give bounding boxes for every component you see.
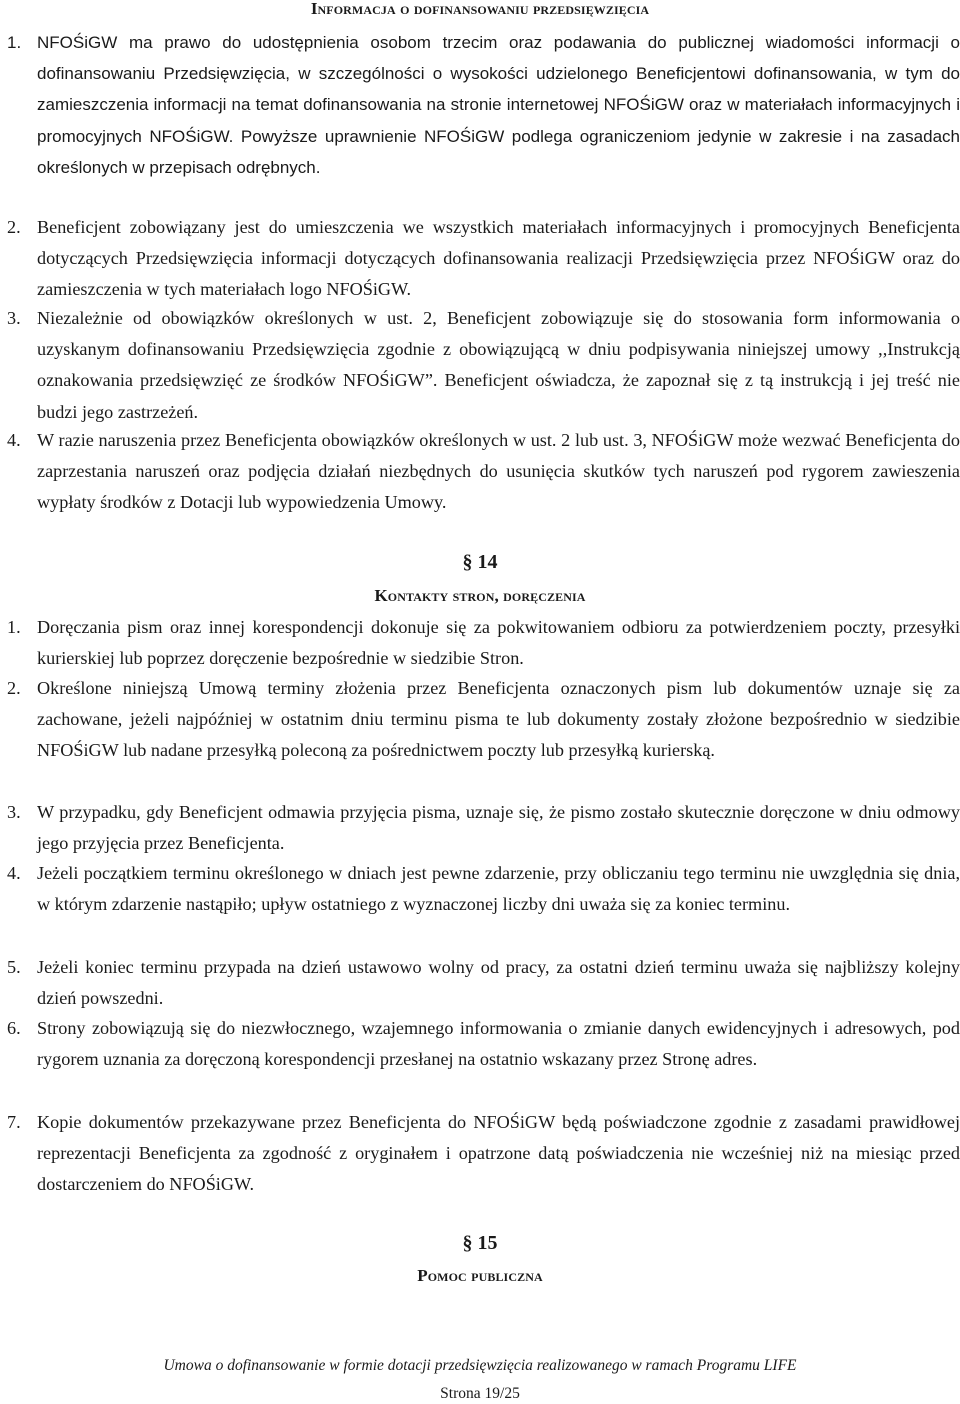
contact-item-6 — [7, 1013, 960, 1075]
contact-item-1 — [7, 612, 960, 674]
section-15-number: § 15 — [462, 1232, 498, 1254]
item-text: W razie naruszenia przez Beneficjenta obowiązków określonych w ust. 2 lub ust. 3, NFOŚiGW może wezwać Beneficjenta do zaprzestania naruszeń oraz podjęcia działań niezbędnych do usunięcia skutków tych naruszeń pod rygorem zawieszenia wypłaty środków z Dotacji lub wypowiedzenia Umowy. — [37, 430, 960, 513]
item-text: Jeżeli początkiem terminu określonego w dniach jest pewne zdarzenie, przy obliczaniu tego terminu nie uwzględnia się dnia, w którym zdarzenie nastąpiło; upływ ostatniego z wyznaczonej liczby dni uważa się za koniec terminu. — [37, 863, 960, 915]
contact-item-3 — [7, 797, 960, 859]
contact-item-7 — [7, 1107, 960, 1201]
item-number: 1. — [7, 33, 22, 52]
footer-document-title: Umowa o dofinansowanie w formie dotacji przedsięwzięcia realizowanego w ramach Programu LIFE — [163, 1357, 797, 1374]
item-text: Jeżeli koniec terminu przypada na dzień ustawowo wolny od pracy, za ostatni dzień terminu uważa się najbliższy kolejny dzień powszedni. — [37, 957, 960, 1009]
item-text: Strony zobowiązują się do niezwłocznego, wzajemnego informowania o zmianie danych ewidencyjnych i adresowych, pod rygorem uznania za doręczoną korespondencji przesłanej na ostatnio wskazany przez Stronę adres. — [37, 1018, 960, 1070]
contact-item-5 — [7, 952, 960, 1014]
item-number: 4. — [7, 430, 21, 450]
section-14-heading: Kontakty stron, doręczenia — [374, 586, 586, 605]
item-text: W przypadku, gdy Beneficjent odmawia przyjęcia pisma, uznaje się, że pismo zostało skutecznie doręczone w dniu odmowy jego przyjęcia przez Beneficjenta. — [37, 802, 960, 854]
item-number: 6. — [7, 1018, 21, 1038]
section-info-heading: Informacja o dofinansowaniu przedsięwzięcia — [310, 0, 650, 18]
item-number: 7. — [7, 1112, 21, 1132]
info-item-1 — [7, 27, 960, 183]
item-text: Określone niniejszą Umową terminy złożenia przez Beneficjenta oznaczonych pism lub dokumentów uznaje się za zachowane, jeżeli najpóźniej w ostatnim dniu terminu pisma te lub dokumenty zostały złożone bezpośrednio w siedzibie NFOŚiGW lub nadane przesyłką poleconą za pośrednictwem poczty lub przesyłką kurierską. — [37, 678, 960, 761]
item-text: NFOŚiGW ma prawo do udostępnienia osobom trzecim oraz podawania do publicznej wiadomości informacji o dofinansowaniu Przedsięwzięcia, w szczególności o wysokości udzielonego Beneficjentowi dofinansowania, w tym do zamieszczenia informacji na temat dofinansowania na stronie internetowej NFOŚiGW oraz w materiałach informacyjnych i promocyjnych NFOŚiGW. Powyższe uprawnienie NFOŚiGW podlega ograniczeniom jedynie w zakresie i na zasadach określonych w przepisach odrębnych. — [37, 33, 960, 177]
item-text: Niezależnie od obowiązków określonych w ust. 2, Beneficjent zobowiązuje się do stosowania form informowania o uzyskanym dofinansowaniu Przedsięwzięcia zgodnie z obowiązującą w dniu podpisywania niniejszej umowy ,,Instrukcją oznakowania przedsięwzięć ze środków NFOŚiGW”. Beneficjent oświadcza, że zapoznał się z tą instrukcją i jej treść nie budzi jego zastrzeżeń. — [37, 308, 960, 422]
section-14-number: § 14 — [462, 551, 498, 573]
info-item-2 — [7, 212, 960, 306]
footer-page-number: Strona 19/25 — [440, 1385, 520, 1402]
item-number: 3. — [7, 308, 21, 328]
item-number: 5. — [7, 957, 21, 977]
item-text: Kopie dokumentów przekazywane przez Beneficjenta do NFOŚiGW będą poświadczone zgodnie z zasadami prawidłowej reprezentacji Beneficjenta za zgodność z oryginałem i opatrzone datą poświadczenia nie wcześniej niż na miesiąc przed dostarczeniem do NFOŚiGW. — [37, 1112, 960, 1195]
contact-item-2 — [7, 673, 960, 767]
item-number: 3. — [7, 802, 21, 822]
info-item-3 — [7, 303, 960, 428]
item-text: Doręczania pism oraz innej korespondencji dokonuje się za pokwitowaniem odbioru za potwierdzeniem poczty, przesyłki kurierskiej lub poprzez doręczenie bezpośrednie w siedzibie Stron. — [37, 617, 960, 669]
contact-item-4 — [7, 858, 960, 920]
item-number: 1. — [7, 617, 21, 637]
section-15-heading: Pomoc publiczna — [417, 1266, 543, 1285]
item-text: Beneficjent zobowiązany jest do umieszczenia we wszystkich materiałach informacyjnych i promocyjnych Beneficjenta dotyczących Przedsięwzięcia informacji dotyczących dofinansowania realizacji Przedsięwzięcia przez NFOŚiGW oraz do zamieszczenia w tych materiałach logo NFOŚiGW. — [37, 217, 960, 300]
item-number: 2. — [7, 678, 21, 698]
info-item-4 — [7, 425, 960, 519]
item-number: 4. — [7, 863, 21, 883]
item-number: 2. — [7, 217, 21, 237]
